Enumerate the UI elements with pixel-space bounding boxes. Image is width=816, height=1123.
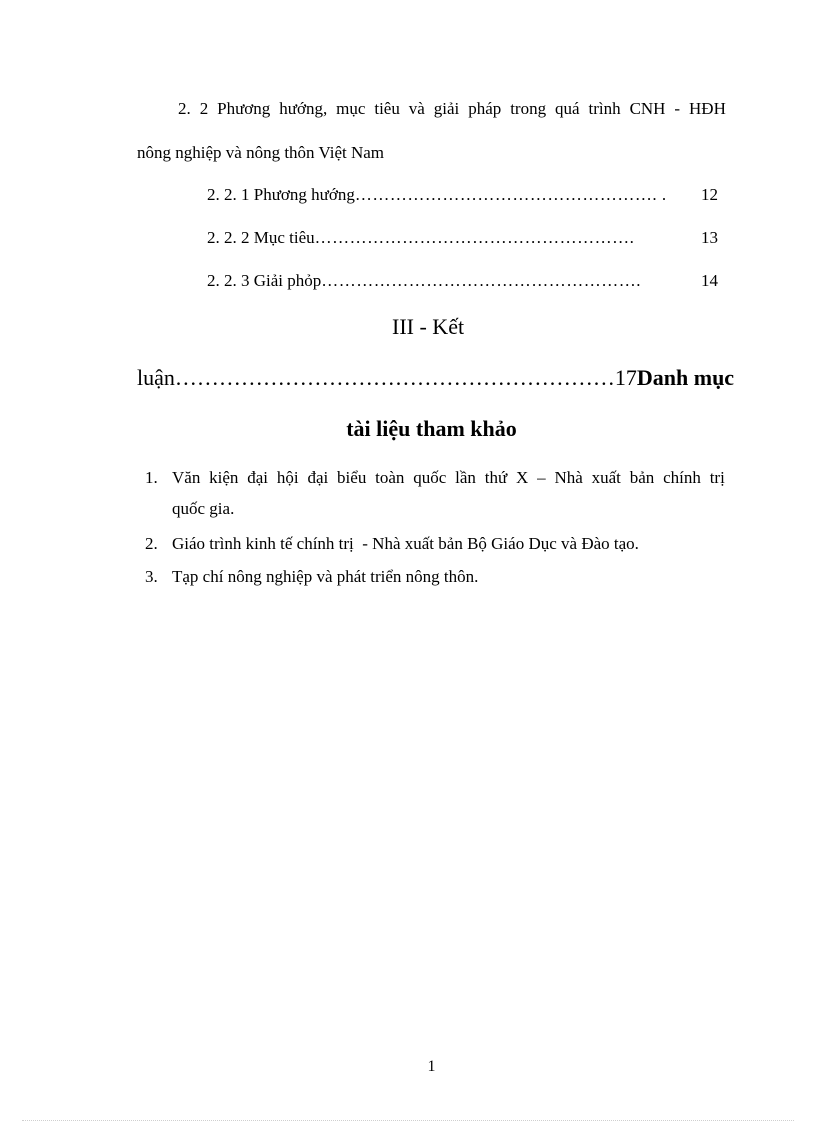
- references-heading: tài liệu tham khảo: [346, 416, 517, 441]
- ref-word: lần: [455, 468, 476, 487]
- toc-subitem-page: 12: [701, 185, 718, 204]
- reference-number: 2.: [145, 534, 158, 553]
- ref-word: trị: [709, 468, 725, 487]
- toc-subitem: [207, 185, 718, 205]
- toc-word: Phương: [217, 99, 271, 118]
- page-number: 1: [427, 1058, 436, 1075]
- toc-section-2-2-line1: [178, 99, 726, 119]
- ref-word: toàn: [375, 468, 405, 487]
- reference-number: 1.: [145, 468, 158, 487]
- ref-word: đại: [247, 468, 269, 487]
- toc-section-2-2-line2: nông nghiệp và nông thôn Việt Nam: [137, 143, 385, 162]
- toc-word: trong: [510, 99, 547, 118]
- toc-section-3-luan: luận……………………………………………………17: [137, 365, 637, 390]
- toc-word: và: [408, 99, 425, 118]
- ref-word: kiện: [209, 468, 239, 487]
- toc-leader-dots: ……………………………………………….: [314, 228, 635, 247]
- toc-word: pháp: [468, 99, 502, 118]
- toc-leader-dots: ……………………………………………. .: [354, 185, 667, 204]
- toc-subitem: [207, 228, 718, 248]
- toc-word: trình: [588, 99, 621, 118]
- toc-word: tiêu: [374, 99, 400, 118]
- ref-word: đại: [307, 468, 329, 487]
- toc-section-3-heading: III - Kết: [392, 314, 465, 339]
- toc-section-3-continuation: [137, 365, 735, 391]
- toc-leader-dots: ……………………………………………….: [321, 271, 642, 290]
- ref-word: xuất: [591, 468, 621, 487]
- toc-word: HĐH: [689, 99, 726, 118]
- ref-word: biểu: [337, 468, 367, 487]
- ref-word: chính: [663, 468, 701, 487]
- toc-word: quá: [555, 99, 580, 118]
- ref-word: Văn: [172, 468, 201, 487]
- toc-subitem-label: 2. 2. 2 Mục tiêu: [207, 228, 315, 247]
- toc-subitem-label: 2. 2. 3 Giải phỏp: [207, 271, 322, 290]
- reference-line1: [172, 468, 725, 488]
- toc-subitem: [207, 271, 718, 291]
- reference-text: [172, 468, 725, 519]
- ref-word: X: [516, 468, 529, 487]
- toc-subitem-page: 14: [701, 271, 718, 290]
- toc-word: 2: [199, 99, 209, 118]
- toc-subitem-label: 2. 2. 1 Phương hướng: [207, 185, 355, 204]
- reference-text: Tạp chí nông nghiệp và phát triển nông thôn.: [172, 567, 479, 586]
- toc-word: -: [674, 99, 681, 118]
- ref-word: thứ: [484, 468, 508, 487]
- ref-word: quốc: [413, 468, 447, 487]
- toc-word: giải: [433, 99, 460, 118]
- toc-subitem-page: 13: [701, 228, 718, 247]
- ref-word: bản: [629, 468, 655, 487]
- references-heading-part1: Danh mục: [636, 365, 735, 390]
- toc-word: 2.: [178, 99, 191, 118]
- toc-word: mục: [336, 99, 366, 118]
- ref-word: hội: [276, 468, 299, 487]
- reference-line2: quốc gia.: [172, 499, 235, 518]
- toc-word: hướng,: [279, 99, 328, 118]
- toc-word: CNH: [629, 99, 666, 118]
- ref-word: Nhà: [554, 468, 583, 487]
- reference-number: 3.: [145, 567, 158, 586]
- ref-word: –: [537, 468, 546, 487]
- page-bottom-rule: [22, 1120, 794, 1121]
- reference-text: Giáo trình kinh tế chính trị - Nhà xuất bản Bộ Giáo Dục và Đào tạo.: [172, 534, 639, 553]
